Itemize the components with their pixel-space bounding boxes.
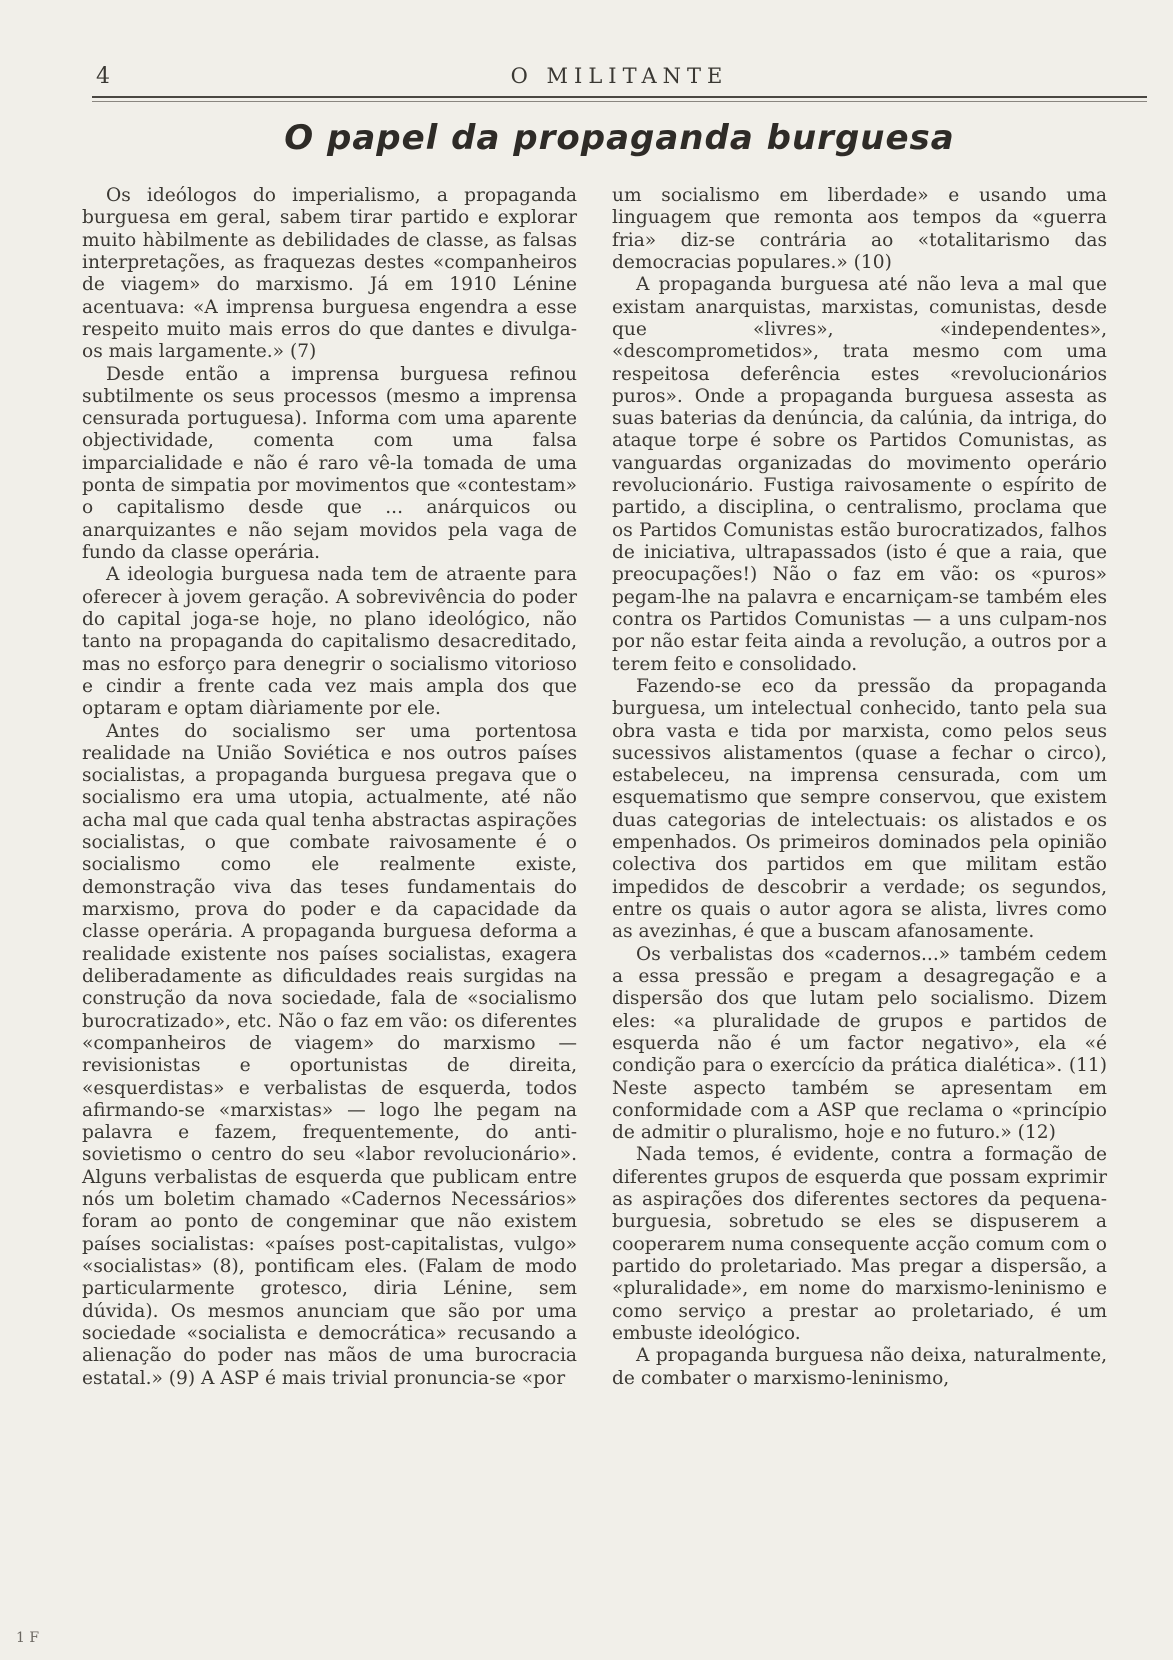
left-column	[82, 185, 577, 1390]
header-rule	[92, 96, 1147, 98]
left-paragraph-1: Os ideólogos do imperialismo, a propaganda burguesa em geral, sabem tirar partido e explorar muito hàbilmente as debilidades de classe, as falsas interpretações, as fraquezas destes «companheiros de viagem» do marxismo. Já em 1910 Lénine acentuava: «A imprensa burguesa engendra a esse respeito muito mais erros do que dantes e divulga-os mais largamente.» (7)	[82, 185, 577, 363]
right-paragraph-4: Os verbalistas dos «cadernos...» também cedem a essa pressão e pregam a desagregação e a dispersão dos que lutam pelo socialismo. Dizem eles: «a pluralidade de grupos e partidos de esquerda não é um factor negativo», ela «é condição para o exercício da prática dialética». (11) Neste aspecto também se apresentam em conformidade com a ASP que reclama o «princípio de admitir o pluralismo, hoje e no futuro.» (12)	[612, 943, 1107, 1144]
right-paragraph-6: A propaganda burguesa não deixa, naturalmente, de combater o marxismo-leninismo,	[612, 1345, 1107, 1389]
article-title: O papel da propaganda burguesa	[284, 118, 955, 158]
margin-mark: 1 F	[16, 1630, 40, 1646]
running-title: O MILITANTE	[510, 64, 729, 88]
right-column	[612, 185, 1107, 1390]
left-paragraph-3: A ideologia burguesa nada tem de atraente para oferecer à jovem geração. A sobrevivência do poder do capital joga-se hoje, no plano ideológico, não tanto na propaganda do capitalismo desacreditado, mas no esforço para denegrir o socialismo vitorioso e cindir a frente cada vez mais ampla dos que optaram e optam diàriamente por ele.	[82, 564, 577, 720]
right-paragraph-3: Fazendo-se eco da pressão da propaganda burguesa, um intelectual conhecido, tanto pela sua obra vasta e tida por marxista, como pelos seus sucessivos alistamentos (quase a fechar o circo), estabeleceu, na imprensa censurada, com um esquematismo que sempre conservou, que existem duas categorias de intelectuais: os alistados e os empenhados. Os primeiros dominados pela opinião colectiva dos partidos em que militam estão impedidos de descobrir a verdade; os segundos, entre os quais o autor agora se alista, livres como as avezinhas, é que a buscam afanosamente.	[612, 675, 1107, 943]
right-paragraph-1: um socialismo em liberdade» e usando uma linguagem que remonta aos tempos da «guerra fria» diz-se contrária ao «totalitarismo das democracias populares.» (10)	[612, 185, 1107, 273]
page-number: 4	[96, 64, 111, 89]
page-header	[92, 58, 1147, 98]
left-paragraph-4: Antes do socialismo ser uma portentosa realidade na União Soviética e nos outros países socialistas, a propaganda burguesa pregava que o socialismo era uma utopia, actualmente, até não acha mal que cada qual tenha abstractas aspirações socialistas, o que combate raivosamente é o socialismo como ele realmente existe, demonstração viva das teses fundamentais do marxismo, prova do poder e da capacidade da classe operária. A propaganda burguesa deforma a realidade existente nos países socialistas, exagera deliberadamente as dificuldades reais surgidas na construção da nova sociedade, fala de «socialismo burocratizado», etc. Não o faz em vão: os diferentes «companheiros de viagem» do marxismo — revisionistas e oportunistas de direita, «esquerdistas» e verbalistas de esquerda, todos afirmando-se «marxistas» — logo lhe pegam na palavra e fazem, frequentemente, do anti-sovietismo o centro do seu «labor revolucionário». Alguns verbalistas de esquerda que publicam entre nós um boletim chamado «Cadernos Necessários» foram ao ponto de congeminar que não existem países socialistas: «países post-capitalistas, vulgo» «socialistas» (8), pontificam eles. (Falam de modo particularmente grotesco, diria Lénine, sem dúvida). Os mesmos anunciam que são por uma sociedade «socialista e democrática» recusando a alienação do poder nas mãos de uma burocracia estatal.» (9) A ASP é mais trivial pronuncia-se «por	[82, 720, 577, 1389]
right-paragraph-2: A propaganda burguesa até não leva a mal que existam anarquistas, marxistas, comunistas, desde que «livres», «independentes», «descomprometidos», trata mesmo com uma respeitosa deferência estes «revolucionários puros». Onde a propaganda burguesa assesta as suas baterias da denúncia, da calúnia, da intriga, do ataque torpe é sobre os Partidos Comunistas, as vanguardas organizadas do movimento operário revolucionário. Fustiga raivosamente o espírito de partido, a disciplina, o centralismo, proclama que os Partidos Comunistas estão burocratizados, falhos de iniciativa, ultrapassados (isto é que a raia, que preocupações!) Não o faz em vão: os «puros» pegam-lhe na palavra e encarniçam-se também eles contra os Partidos Comunistas — a uns culpam-nos por não estar feita ainda a revolução, a outros por a terem feito e consolidado.	[612, 274, 1107, 675]
right-paragraph-5: Nada temos, é evidente, contra a formação de diferentes grupos de esquerda que possam exprimir as aspirações dos diferentes sectores da pequena-burguesia, sobretudo se eles se dispuserem a cooperarem numa consequente acção comum com o partido do proletariado. Mas pregar a dispersão, a «pluralidade», em nome do marxismo-leninismo e como serviço a prestar ao proletariado, é um embuste ideológico.	[612, 1144, 1107, 1344]
header-rule-thin	[92, 101, 1147, 102]
left-paragraph-2: Desde então a imprensa burguesa refinou subtilmente os seus processos (mesmo a imprensa censurada portuguesa). Informa com uma aparente objectividade, comenta com uma falsa imparcialidade e não é raro vê-la tomada de uma ponta de simpatia por movimentos que «contestam» o capitalismo desde que ... anárquicos ou anarquizantes e não sejam movidos pela vaga de fundo da classe operária.	[82, 363, 577, 563]
